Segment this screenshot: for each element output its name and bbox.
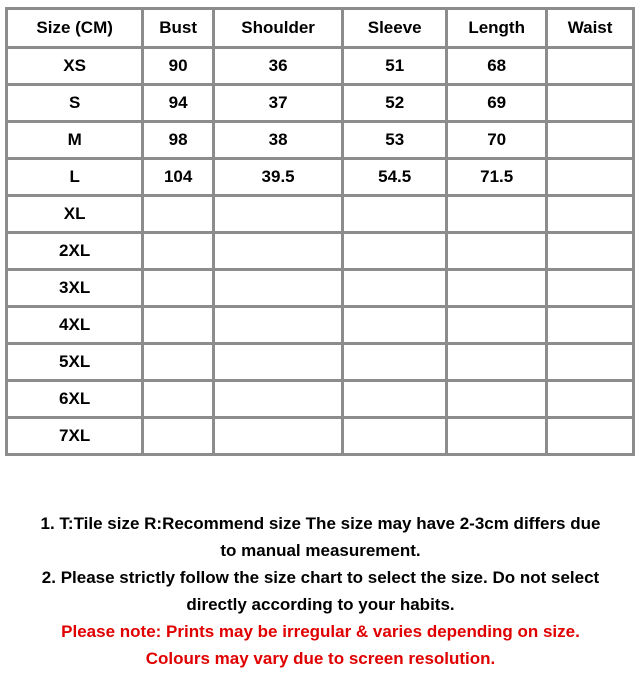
cell-length: [447, 233, 547, 270]
cell-bust: 90: [143, 48, 214, 85]
cell-length: [447, 270, 547, 307]
header-waist: Waist: [547, 9, 634, 48]
cell-sleeve: [343, 233, 447, 270]
cell-sleeve: [343, 344, 447, 381]
cell-size: 4XL: [7, 307, 143, 344]
cell-sleeve: [343, 381, 447, 418]
cell-bust: [143, 381, 214, 418]
table-row: [7, 85, 634, 122]
table-row: [7, 48, 634, 85]
table-row: [7, 307, 634, 344]
cell-size: 3XL: [7, 270, 143, 307]
cell-shoulder: 36: [213, 48, 342, 85]
cell-shoulder: 38: [213, 122, 342, 159]
cell-length: [447, 344, 547, 381]
cell-sleeve: [343, 418, 447, 455]
cell-bust: [143, 344, 214, 381]
cell-waist: [547, 159, 634, 196]
cell-shoulder: [213, 233, 342, 270]
table-row: [7, 344, 634, 381]
header-sleeve: Sleeve: [343, 9, 447, 48]
cell-size: S: [7, 85, 143, 122]
cell-sleeve: 51: [343, 48, 447, 85]
cell-sleeve: 54.5: [343, 159, 447, 196]
cell-shoulder: [213, 381, 342, 418]
cell-bust: [143, 418, 214, 455]
cell-bust: 98: [143, 122, 214, 159]
cell-shoulder: [213, 196, 342, 233]
table-row: [7, 270, 634, 307]
size-notes: [0, 510, 641, 672]
cell-length: 70: [447, 122, 547, 159]
cell-length: 71.5: [447, 159, 547, 196]
size-chart-table: [5, 7, 635, 456]
cell-length: [447, 196, 547, 233]
cell-size: XS: [7, 48, 143, 85]
cell-shoulder: 37: [213, 85, 342, 122]
cell-length: [447, 381, 547, 418]
cell-bust: [143, 233, 214, 270]
cell-waist: [547, 196, 634, 233]
cell-waist: [547, 307, 634, 344]
cell-size: M: [7, 122, 143, 159]
note-2-line-1: 2. Please strictly follow the size chart to select the size. Do not select: [41, 568, 600, 587]
cell-sleeve: [343, 196, 447, 233]
cell-size: 7XL: [7, 418, 143, 455]
cell-shoulder: [213, 270, 342, 307]
cell-sleeve: [343, 307, 447, 344]
cell-size: 6XL: [7, 381, 143, 418]
note-1-line-1: 1. T:Tile size R:Recommend size The size may have 2-3cm differs due: [40, 514, 601, 533]
table-row: [7, 122, 634, 159]
cell-waist: [547, 48, 634, 85]
cell-waist: [547, 344, 634, 381]
cell-length: 69: [447, 85, 547, 122]
table-row: [7, 159, 634, 196]
cell-sleeve: [343, 270, 447, 307]
cell-size: L: [7, 159, 143, 196]
cell-bust: [143, 307, 214, 344]
header-length: Length: [447, 9, 547, 48]
note-1-line-2: to manual measurement.: [220, 541, 421, 560]
cell-size: 2XL: [7, 233, 143, 270]
header-bust: Bust: [143, 9, 214, 48]
cell-bust: 104: [143, 159, 214, 196]
cell-shoulder: [213, 418, 342, 455]
cell-waist: [547, 85, 634, 122]
cell-length: [447, 418, 547, 455]
note-2-line-2: directly according to your habits.: [186, 595, 455, 614]
cell-shoulder: 39.5: [213, 159, 342, 196]
cell-waist: [547, 418, 634, 455]
cell-length: [447, 307, 547, 344]
table-header-row: [7, 9, 634, 48]
cell-bust: [143, 196, 214, 233]
cell-size: 5XL: [7, 344, 143, 381]
cell-size: XL: [7, 196, 143, 233]
cell-shoulder: [213, 307, 342, 344]
cell-length: 68: [447, 48, 547, 85]
cell-waist: [547, 270, 634, 307]
cell-shoulder: [213, 344, 342, 381]
cell-bust: 94: [143, 85, 214, 122]
cell-sleeve: 53: [343, 122, 447, 159]
warning-line-2: Colours may vary due to screen resolution.: [145, 649, 496, 668]
cell-bust: [143, 270, 214, 307]
header-shoulder: Shoulder: [213, 9, 342, 48]
cell-waist: [547, 381, 634, 418]
cell-waist: [547, 122, 634, 159]
header-size: Size (CM): [7, 9, 143, 48]
warning-line-1: Please note: Prints may be irregular & varies depending on size.: [61, 622, 580, 641]
table-row: [7, 381, 634, 418]
cell-waist: [547, 233, 634, 270]
table-row: [7, 233, 634, 270]
table-row: [7, 196, 634, 233]
cell-sleeve: 52: [343, 85, 447, 122]
table-row: [7, 418, 634, 455]
